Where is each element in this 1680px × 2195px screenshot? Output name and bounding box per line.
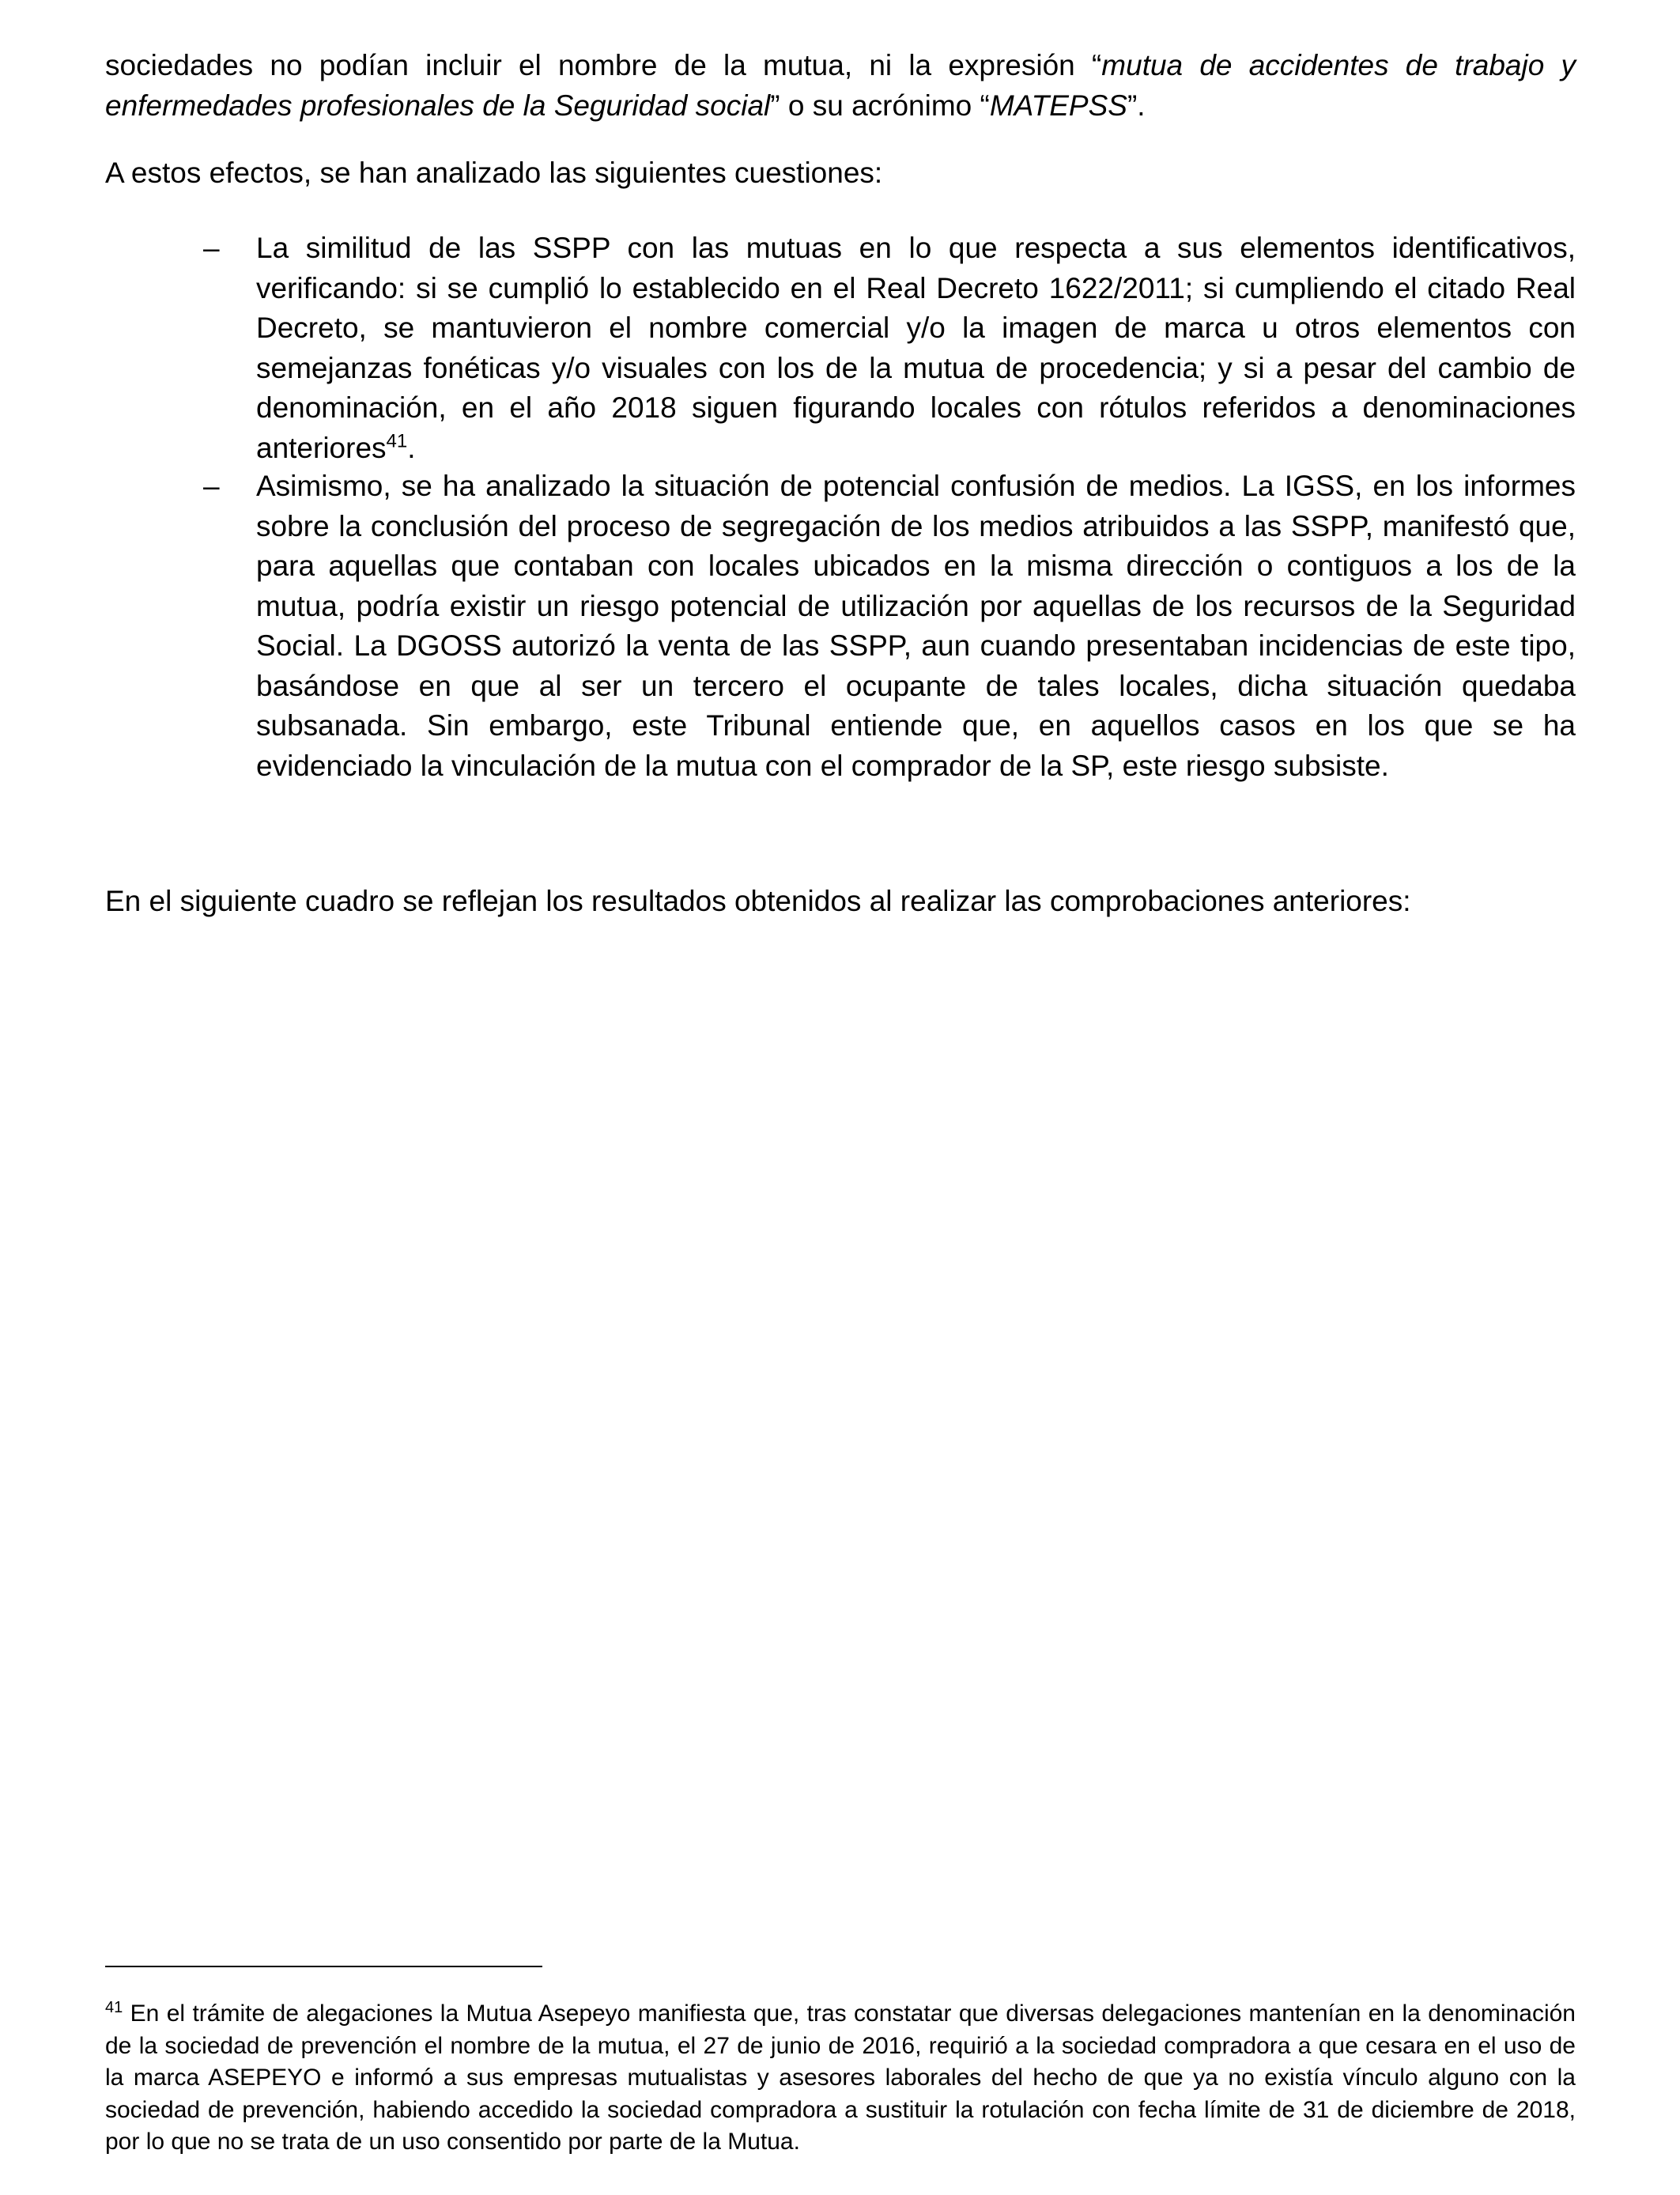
footnote-text: En el trámite de alegaciones la Mutua Asepeyo manifiesta que, tras constatar que diversas delegaciones mantenían en la denominación de la sociedad de prevención el nombre de la mutua, el 27 de junio de 2016, requirió a la sociedad compradora a que cesara en el uso de la marca ASEPEYO e informó a sus empresas mutualistas y asesores laborales del hecho de que ya no existía vínculo alguno con la sociedad de prevención, habiendo accedido la sociedad compradora a sustituir la rotulación con fecha límite de 31 de diciembre de 2018, por lo que no se trata de un uso consentido por parte de la Mutua.: [105, 2000, 1576, 2155]
text: .: [407, 431, 416, 464]
text: ” o su acrónimo “: [770, 89, 990, 122]
bullet-item-2: [203, 467, 1576, 786]
dash-bullet-icon: –: [203, 232, 220, 264]
paragraph-lead-in: A estos efectos, se han analizado las siguientes cuestiones:: [105, 157, 883, 189]
footnote-number: 41: [105, 1999, 123, 2016]
bullet-text: [256, 229, 1576, 468]
text: sociedades no podían incluir el nombre de la mutua, ni la expresión “: [105, 49, 1102, 81]
footnote-41: [105, 1998, 1576, 2159]
footnote-ref[interactable]: 41: [386, 430, 408, 452]
bullet-text: Asimismo, se ha analizado la situación de potencial confusión de medios. La IGSS, en los informes sobre la conclusión del proceso de segregación de los medios atribuidos a las SSPP, manifestó que, para aquellas que contaban con locales ubicados en la misma dirección o contiguos a los de la mutua, podría existir un riesgo potencial de utilización por aquellas de los recursos de la Seguridad Social. La DGOSS autorizó la venta de las SSPP, aun cuando presentaban incidencias de este tipo, basándose en que al ser un tercero el ocupante de tales locales, dicha situación quedaba subsanada. Sin embargo, este Tribunal entiende que, en aquellos casos en los que se ha evidenciado la vinculación de la mutua con el comprador de la SP, este riesgo subsiste.: [256, 470, 1576, 782]
italic-text: mutua de accidentes de trabajo y enfermedades profesionales de la Seguridad social: [105, 49, 1576, 122]
paragraph-intro: [105, 46, 1576, 126]
dash-bullet-icon: –: [203, 470, 220, 502]
italic-acronym: MATEPSS: [989, 89, 1127, 122]
bullet-item-1: [203, 229, 1576, 468]
text: ”.: [1127, 89, 1146, 122]
paragraph-table-intro: En el siguiente cuadro se reflejan los resultados obtenidos al realizar las comprobaciones anteriores:: [105, 885, 1411, 917]
footnote-separator: [105, 1966, 542, 1967]
bullet-body: La similitud de las SSPP con las mutuas en lo que respecta a sus elementos identificativos, verificando: si se cumplió lo establecido en el Real Decreto 1622/2011; si cumpliendo el citado Real Decreto, se mantuvieron el nombre comercial y/o la imagen de marca u otros elementos con semejanzas fonéticas y/o visuales con los de la mutua de procedencia; y si a pesar del cambio de denominación, en el año 2018 siguen figurando locales con rótulos referidos a denominaciones anteriores: [256, 232, 1576, 464]
